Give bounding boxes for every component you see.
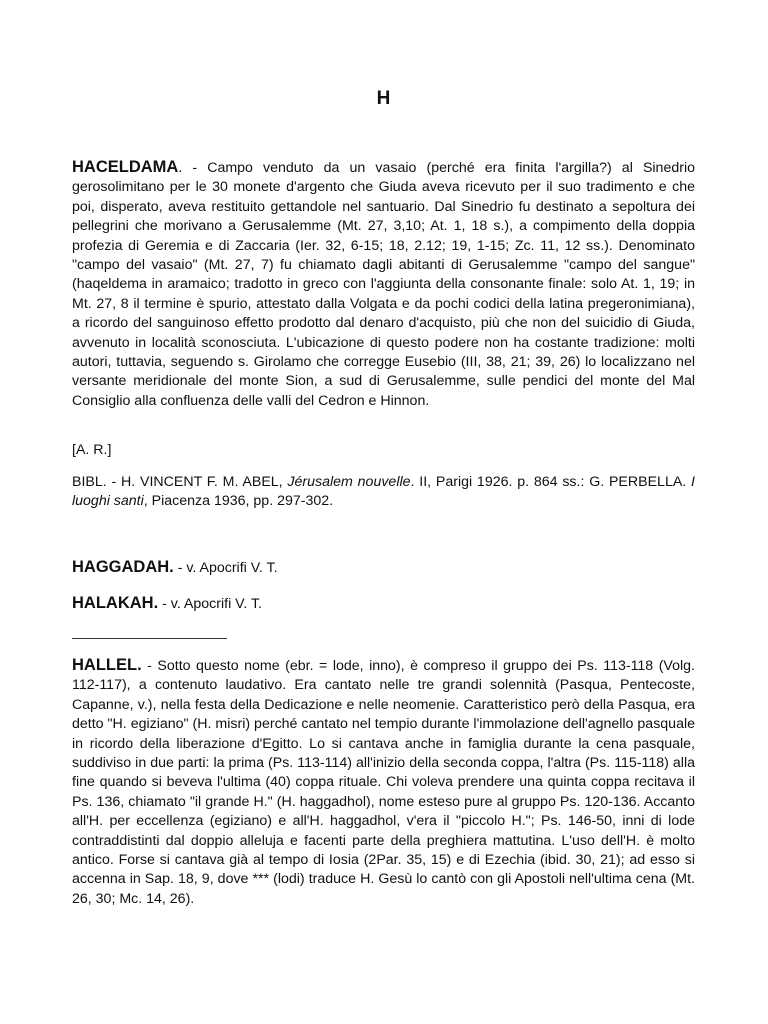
entry-text-haceldama: - Campo venduto da un vasaio (perché era finita l'argilla?) al Sinedrio gerosolimitano per le 30 monete d'argento che Giuda aveva ricevuto per il suo tradimento e che poi, disperato, aveva restituito gettandole nel santuario. Dal Sinedrio fu destinato a sepoltura dei pellegrini che morivano a Gerusalemme (Mt. 27, 3,10; At. 1, 18 s.), a compimento della doppia profezia di Geremia e di Zaccaria (Ier. 32, 6-15; 18, 2.12; 19, 1-15; Zc. 11, 12 ss.). Denominato "campo del vasaio" (Mt. 27, 7) fu chiamato dagli abitanti di Gerusalemme "campo del sangue" (haqeldema in aramaico; tradotto in greco con l'aggiunta della consonante finale: solo At. 1, 19; in Mt. 27, 8 il termine è spurio, attestato dalla Volgata e da pochi codici della latina pregeronimiana), a ricordo del sanguinoso effetto prodotto dal denaro d'acquisto, più che non del suicidio di Giuda, avvenuto in località sconosciuta. L'ubicazione di questo podere non ha costante tradizione: molti autori, tuttavia, seguendo s. Girolamo che corregge Eusebio (III, 38, 21; 39, 26) lo localizzano nel versante meridionale del monte Sion, a sud di Gerusalemme, sulle pendici del monte del Mal Consiglio alla confluenza delle valli del Cedron e Hinnon. [72, 160, 695, 409]
biblio-prefix: BIBL. - H. VINCENT F. M. ABEL, [72, 474, 288, 490]
entry-halakah [72, 594, 262, 613]
letter-heading: H [376, 88, 391, 109]
biblio-title-2: I luoghi santi [72, 474, 695, 510]
biblio-suffix: , Piacenza 1936, pp. 297-302. [143, 493, 334, 510]
entry-term-haggadah: HAGGADAH. [72, 558, 174, 576]
entry-term-haceldama: HACELDAMA [72, 158, 179, 176]
entry-haggadah [72, 558, 278, 577]
entry-term-suffix: . [178, 160, 183, 176]
entry-text-hallel: - Sotto questo nome (ebr. = lode, inno), è compreso il gruppo dei Ps. 113-118 (Volg. 112-117), a contenuto laudativo. Era cantato nelle tre grandi solennità (Pasqua, Pentecoste, Capanne, v.), nella festa della Dedicazione e nelle neomenie. Caratteristico però della Pasqua, era detto "H. egiziano" (H. misri) perché cantato nel tempio durante l'immolazione dell'agnello pasquale in ricordo della liberazione d'Egitto. Lo si cantava anche in famiglia durante la cena pasquale, suddiviso in due parti: la prima (Ps. 113-114) all'inizio della seconda coppa, l'altra (Ps. 115-118) alla fine quando si beveva l'ultima (40) coppa rituale. Chi voleva prendere una quinta coppa recitava il Ps. 136, chiamato "il grande H." (H. haggadhol), nome esteso pure al gruppo Ps. 120-136. Accanto all'H. per eccellenza (egiziano) e all'H. haggadhol, v'era il "piccolo H."; Ps. 146-50, inni di lode contraddistinti dal doppio alleluja e facenti parte della preghiera mattutina. L'uso dell'H. è molto antico. Forse si cantava già al tempo di Iosia (2Par. 35, 15) e di Ezechia (ibid. 30, 21); ad esso si accenna in Sap. 18, 9, dove *** (lodi) traduce H. Gesù lo cantò con gli Apostoli nell'ultima cena (Mt. 26, 30; Mc. 14, 26). [72, 658, 695, 907]
biblio-mid: . II, Parigi 1926. p. 864 ss.: G. PERBELLA. [410, 474, 692, 490]
biblio-title-1: Jérusalem nouvelle [287, 474, 411, 490]
entry-hallel [72, 656, 695, 909]
bibliography [72, 473, 695, 512]
entry-text-haggadah: - v. Apocrifi V. T. [173, 560, 278, 576]
entry-term-halakah: HALAKAH. [72, 594, 159, 612]
entry-term-hallel: HALLEL. [72, 656, 142, 674]
entry-haceldama [72, 158, 695, 411]
author-signature: [A. R.] [72, 442, 112, 458]
section-divider [72, 638, 227, 639]
entry-text-halakah: - v. Apocrifi V. T. [158, 596, 262, 612]
